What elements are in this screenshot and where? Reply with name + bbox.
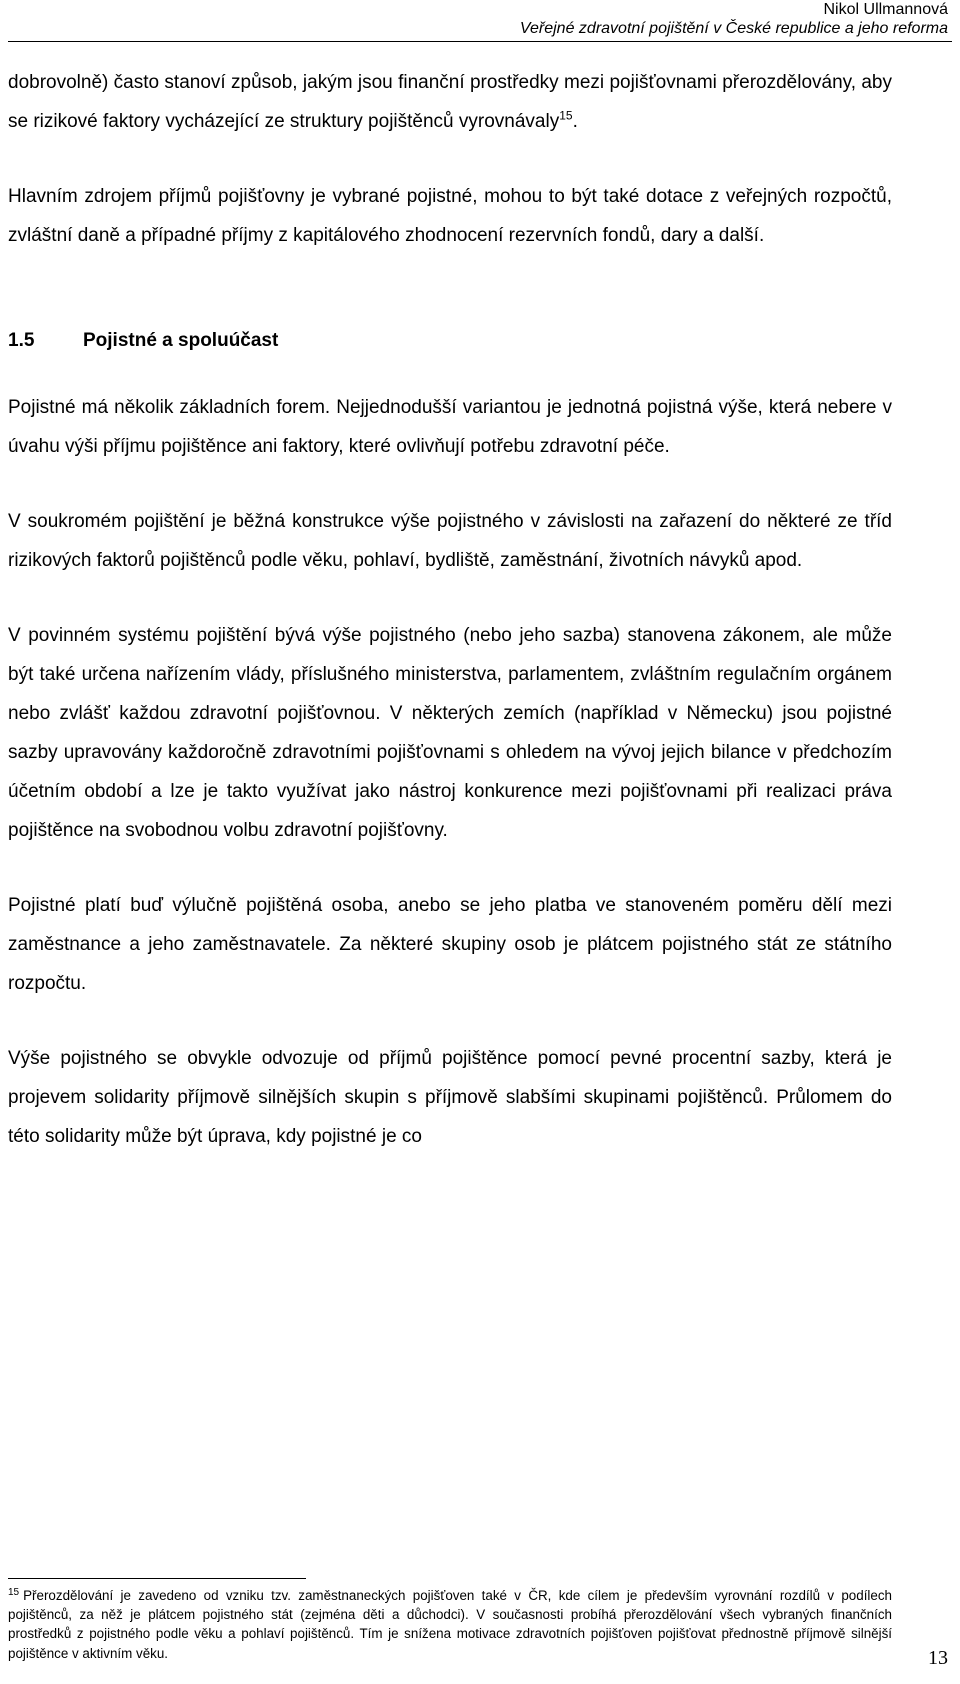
header-thesis-title: Veřejné zdravotní pojištění v České republice a jeho reforma bbox=[519, 20, 948, 37]
footnote bbox=[8, 1586, 892, 1663]
footnote-reference[interactable]: 15 bbox=[559, 108, 573, 123]
section-heading bbox=[8, 321, 892, 360]
footnote-mark: 15 bbox=[8, 1586, 20, 1598]
section-number: 1.5 bbox=[8, 330, 35, 351]
paragraph-7: Výše pojistného se obvykle odvozuje od příjmů pojištěnce pomocí pevné procentní sazby, která je projevem solidarity příjmově silnějších skupin s příjmově slabšími skupinami pojištěnců. Průlomem do této solidarity může být úprava, kdy pojistné je co bbox=[8, 1048, 892, 1147]
paragraph-6: Pojistné platí buď výlučně pojištěná osoba, anebo se jeho platba ve stanoveném poměru dělí mezi zaměstnance a jeho zaměstnavatele. Za některé skupiny osob je plátcem pojistného stát ze státního rozpočtu. bbox=[8, 895, 892, 994]
page-body bbox=[8, 63, 892, 1156]
header-author: Nikol Ullmannová bbox=[823, 1, 948, 18]
running-header bbox=[520, 0, 948, 38]
footnote-text: Přerozdělování je zavedeno od vzniku tzv. zaměstnaneckých pojišťoven také v ČR, kde cílem je především vyrovnání rozdílů v podílech pojištěnců, za něž je plátcem pojistného stát (zejména děti a důchodci). V současnosti probíhá přerozdělování všech vybraných finančních prostředků z pojistného podle věku a pohlaví pojištěnců. Tím je snížena motivace zdravotních pojišťoven pojišťovat přednostně příjmově silnější pojištěnce v aktivním věku. bbox=[8, 1588, 892, 1661]
paragraph-4: V soukromém pojištění je běžná konstrukce výše pojistného v závislosti na zařazení do některé ze tříd rizikových faktorů pojištěnců podle věku, pohlaví, bydliště, zaměstnání, životních návyků apod. bbox=[8, 511, 892, 571]
paragraph-3: Pojistné má několik základních forem. Nejjednodušší variantou je jednotná pojistná výše, která nebere v úvahu výši příjmu pojištěnce ani faktory, které ovlivňují potřebu zdravotní péče. bbox=[8, 397, 892, 457]
paragraph-2: Hlavním zdrojem příjmů pojišťovny je vybrané pojistné, mohou to být také dotace z veřejných rozpočtů, zvláštní daně a případné příjmy z kapitálového zhodnocení rezervních fondů, dary a další. bbox=[8, 186, 892, 246]
paragraph-1-end: . bbox=[572, 111, 578, 132]
footnote-divider bbox=[8, 1578, 306, 1579]
paragraph-1-text: dobrovolně) často stanoví způsob, jakým jsou finanční prostředky mezi pojišťovnami přerozdělovány, aby se rizikové faktory vycházející ze struktury pojištěnců vyrovnávaly bbox=[8, 72, 892, 132]
paragraph-1 bbox=[8, 63, 892, 141]
section-title: Pojistné a spoluúčast bbox=[83, 330, 279, 351]
header-divider bbox=[8, 41, 952, 42]
page-number: 13 bbox=[928, 1647, 948, 1669]
paragraph-5: V povinném systému pojištění bývá výše pojistného (nebo jeho sazba) stanovena zákonem, ale může být také určena nařízením vlády, příslušného ministerstva, parlamentem, zvláštním regulačním orgánem nebo zvlášť každou zdravotní pojišťovnou. V některých zemích (například v Německu) jsou pojistné sazby upravovány každoročně zdravotními pojišťovnami s ohledem na vývoj jejich bilance v předchozím účetním období a lze je takto využívat jako nástroj konkurence mezi pojišťovnami při realizaci práva pojištěnce na svobodnou volbu zdravotní pojišťovny. bbox=[8, 625, 892, 841]
